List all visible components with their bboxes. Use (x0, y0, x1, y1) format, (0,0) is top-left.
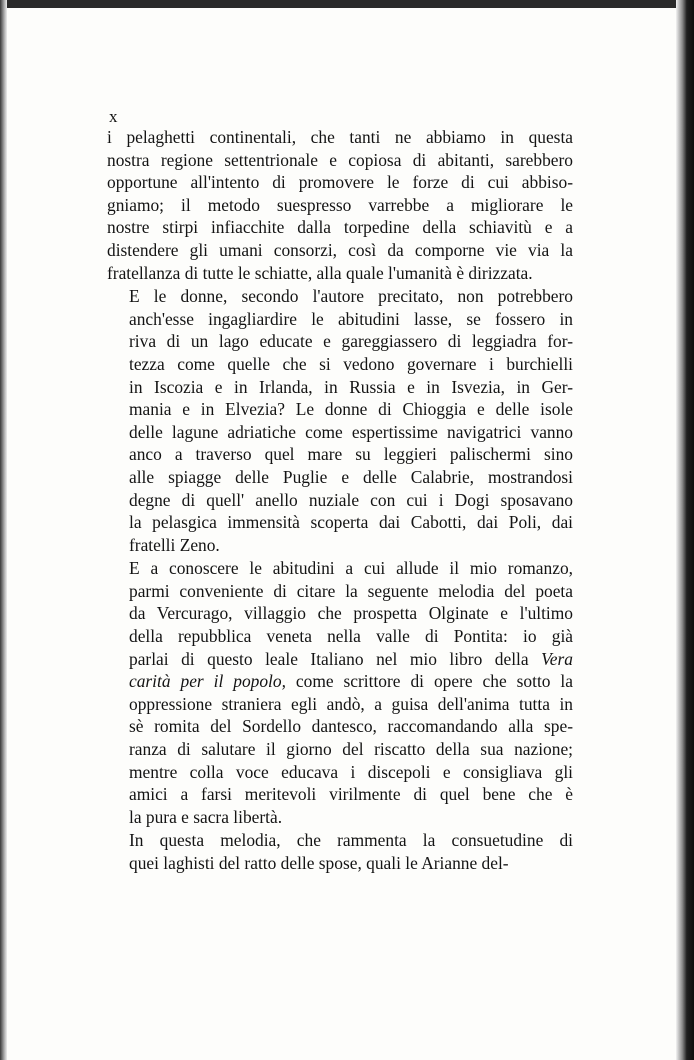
scan-right-edge (676, 0, 694, 1060)
text-line: degne di quell' anello nuziale con cui i Dogi sposavano (129, 489, 573, 510)
paragraph-3 (107, 557, 573, 828)
text-line: da Vercurago, villaggio che prospetta Olginate e l'ultimo (129, 603, 573, 624)
text-line: gniamo; il metodo suespresso varrebbe a migliorare le (107, 194, 573, 215)
paragraphs-container (107, 126, 573, 875)
text-line: anch'esse ingagliardire le abitudini lasse, se fossero in (129, 308, 573, 329)
text-line: mania e in Elvezia? Le donne di Chioggia e delle isole (129, 399, 573, 420)
text-line: opportune all'intento di promovere le forze di cui abbiso- (107, 172, 573, 193)
text-line: della repubblica veneta nella valle di Pontita: io già (129, 626, 573, 647)
text-line: riva di un lago educate e gareggiassero di leggiadra for- (129, 331, 573, 352)
italic-title: Vera (541, 648, 573, 669)
text-line: quei laghisti del ratto delle spose, quali le Arianne del- (129, 853, 509, 873)
text-line: amici a farsi meritevoli virilmente di quel bene che è (129, 784, 573, 805)
italic-title: carità per il popolo, (129, 671, 286, 692)
text-line: anco a traverso quel mare su leggieri palischermi sino (129, 444, 573, 465)
paragraph-1 (107, 126, 573, 284)
page-text-block (107, 108, 573, 875)
text-line: mentre colla voce educava i discepoli e consigliava gli (129, 761, 573, 782)
text-line: E a conoscere le abitudini a cui allude il mio romanzo, (129, 558, 573, 579)
scan-top-edge (0, 0, 694, 8)
text-line: in Iscozia e in Irlanda, in Russia e in Isvezia, in Ger- (129, 376, 573, 397)
text-line: alle spiagge delle Puglie e delle Calabrie, mostrandosi (129, 466, 573, 487)
text-line: la pelasgica immensità scoperta dai Cabotti, dai Poli, dai (129, 512, 573, 533)
paragraph-2 (107, 285, 573, 556)
text-line: oppressione straniera egli andò, a guisa dell'anima tutta in (129, 693, 573, 714)
text-line: sè romita del Sordello dantesco, raccomandando alla spe- (129, 716, 573, 737)
text-line: fratellanza di tutte le schiatte, alla quale l'umanità è dirizzata. (107, 262, 533, 283)
text-line: parlai di questo leale Italiano nel mio libro della Vera (129, 648, 573, 669)
text-line: ranza di salutare il giorno del riscatto della sua nazione; (129, 739, 573, 760)
text-line: nostra regione settentrionale e copiosa di abitanti, sarebbero (107, 149, 573, 170)
paragraph-4 (107, 829, 573, 874)
text-line: la pura e sacra libertà. (129, 806, 283, 827)
text-line: carità per il popolo, come scrittore di opere che sotto la (129, 671, 573, 692)
text-line: parmi conveniente di citare la seguente melodia del poeta (129, 580, 573, 601)
text-line: tezza come quelle che si vedono governare i burchielli (129, 353, 573, 374)
page-number: x (109, 107, 118, 126)
text-line: i pelaghetti continentali, che tanti ne abbiamo in questa (107, 127, 573, 147)
text-line: nostre stirpi infiacchite dalla torpedine della schiavitù e a (107, 217, 573, 238)
text-line: delle lagune adriatiche come espertissime navigatrici vanno (129, 421, 573, 442)
scan-left-edge (0, 0, 7, 1060)
text-line: E le donne, secondo l'autore precitato, non potrebbero (129, 286, 573, 307)
text-line: In questa melodia, che rammenta la consuetudine di (129, 830, 573, 851)
text-line: fratelli Zeno. (129, 534, 220, 555)
text-line: distendere gli umani consorzi, così da comporne vie via la (107, 239, 573, 260)
